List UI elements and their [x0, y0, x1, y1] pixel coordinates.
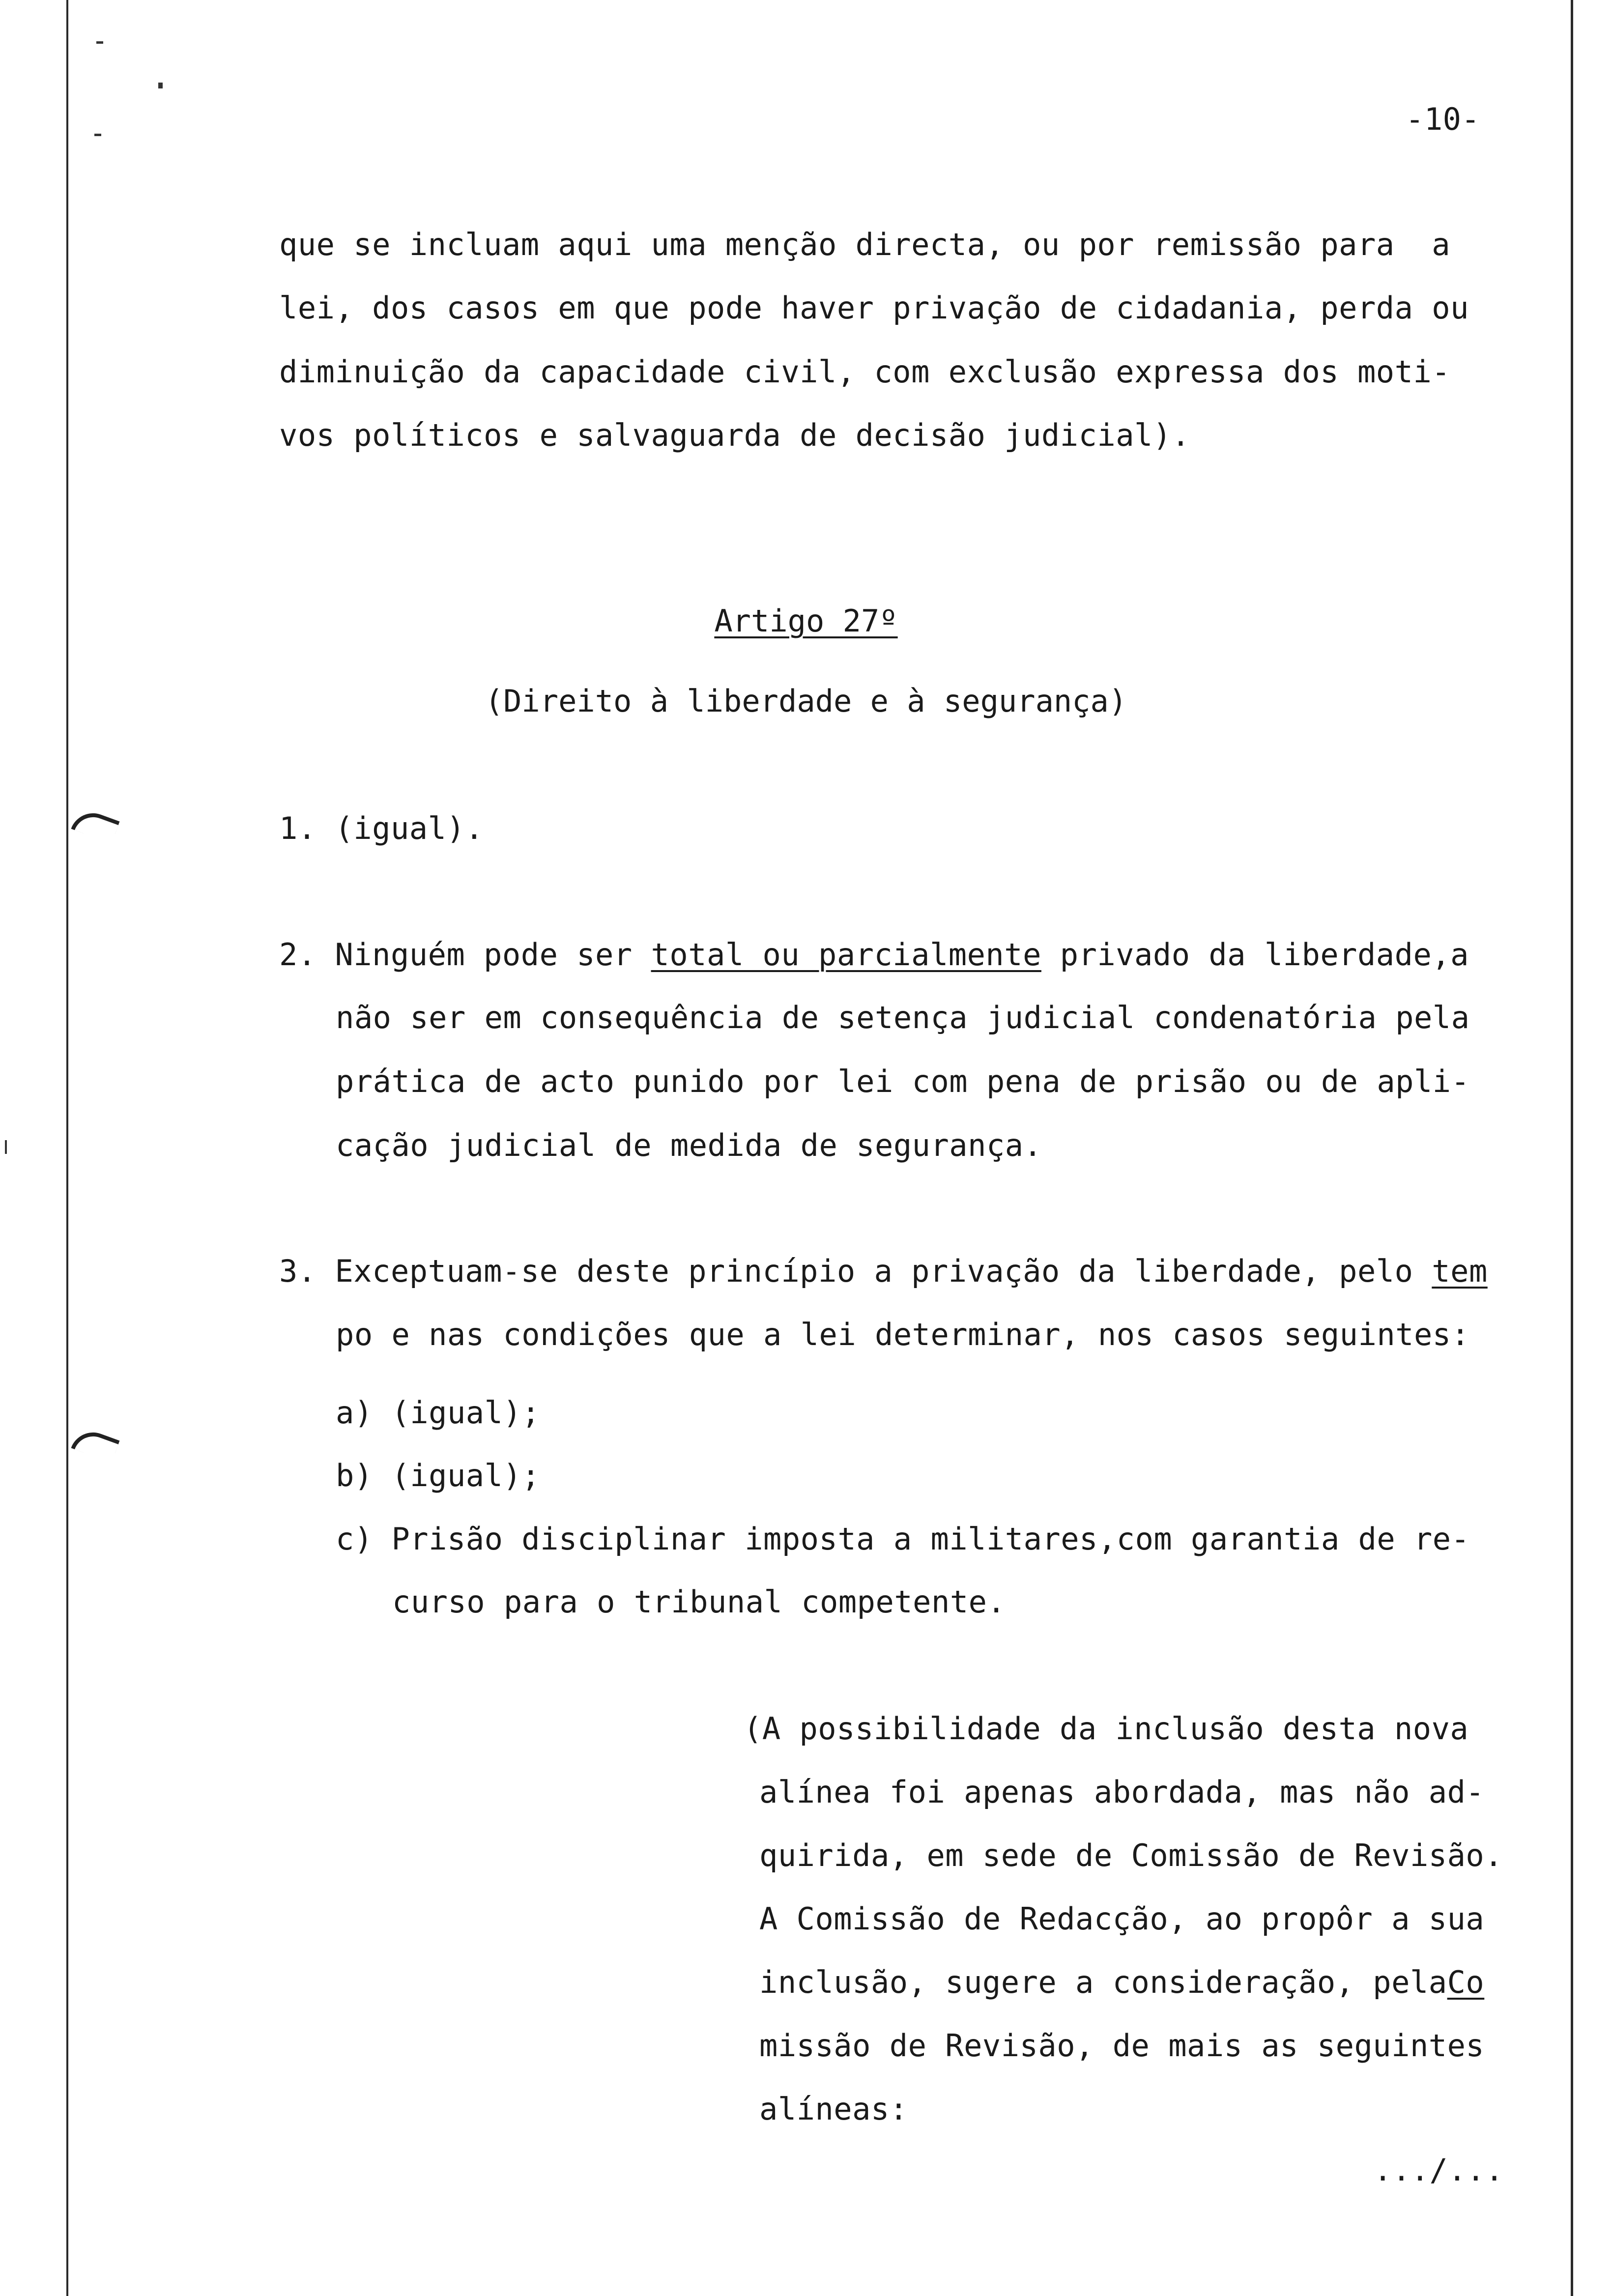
note-underlined-text: Co [1447, 1964, 1485, 2000]
punch-hole-mark [71, 806, 119, 843]
intro-line-2: lei, dos casos em que pode haver privação de cidadania, perda ou [279, 290, 1469, 326]
item-2-text-end: privado da liberdade,a [1041, 937, 1469, 973]
item-3-underlined-text: tem [1432, 1253, 1488, 1289]
punch-hole-mark [71, 1426, 119, 1463]
note-line-2: alínea foi apenas abordada, mas não ad- [759, 1774, 1485, 1810]
item-2-line-3: prática de acto punido por lei com pena de prisão ou de apli- [336, 1063, 1470, 1099]
scan-edge-right [1571, 0, 1573, 2296]
note-line-7: alíneas: [759, 2091, 908, 2127]
note-line-1: (A possibilidade da inclusão desta nova [744, 1711, 1469, 1747]
note-line-3: quirida, em sede de Comissão de Revisão. [759, 1837, 1503, 1873]
item-2-line-4: cação judicial de medida de segurança. [336, 1127, 1042, 1163]
intro-line-4: vos políticos e salvaguarda de decisão judicial). [279, 417, 1190, 453]
note-line-5 [759, 1964, 1485, 2000]
article-title-text: Artigo 27º [714, 603, 898, 639]
note-line-5-text: inclusão, sugere a consideração, pela [759, 1964, 1447, 2000]
item-3-c-line-1: c) Prisão disciplinar imposta a militares,com garantia de re- [336, 1521, 1470, 1557]
item-3-c-line-2: curso para o tribunal competente. [392, 1584, 1006, 1620]
continuation-marker: .../... [1374, 2152, 1504, 2188]
item-2-line-2: não ser em consequência de setença judicial condenatória pela [336, 1000, 1470, 1035]
article-subtitle: (Direito à liberdade e à segurança) [485, 683, 1127, 719]
note-line-4: A Comissão de Redacção, ao propôr a sua [759, 1901, 1485, 1937]
item-3-line-2: po e nas condições que a lei determinar, nos casos seguintes: [336, 1317, 1470, 1352]
intro-line-1: que se incluam aqui uma menção directa, ou por remissão para a [279, 227, 1451, 262]
item-2-underlined-text: total ou parcialmente [651, 937, 1041, 973]
item-3-a: a) (igual); [336, 1395, 541, 1431]
item-3-line-1 [279, 1253, 1488, 1289]
item-1: 1. (igual). [279, 810, 484, 846]
note-line-6: missão de Revisão, de mais as seguintes [759, 2028, 1485, 2064]
scan-speck [96, 41, 103, 44]
article-title [0, 603, 1612, 639]
item-2-text-start: 2. Ninguém pode ser [279, 937, 651, 973]
scan-speck [5, 1140, 7, 1154]
page-number: -10- [1406, 101, 1480, 137]
item-3-b: b) (igual); [336, 1458, 541, 1493]
item-3-text-start: 3. Exceptuam-se deste princípio a privação da liberdade, pelo [279, 1253, 1432, 1289]
intro-line-3: diminuição da capacidade civil, com exclusão expressa dos moti- [279, 354, 1451, 390]
scan-speck [158, 83, 163, 88]
scan-edge-left [66, 0, 68, 2296]
item-2-line-1 [279, 937, 1469, 973]
scan-speck [94, 134, 101, 136]
